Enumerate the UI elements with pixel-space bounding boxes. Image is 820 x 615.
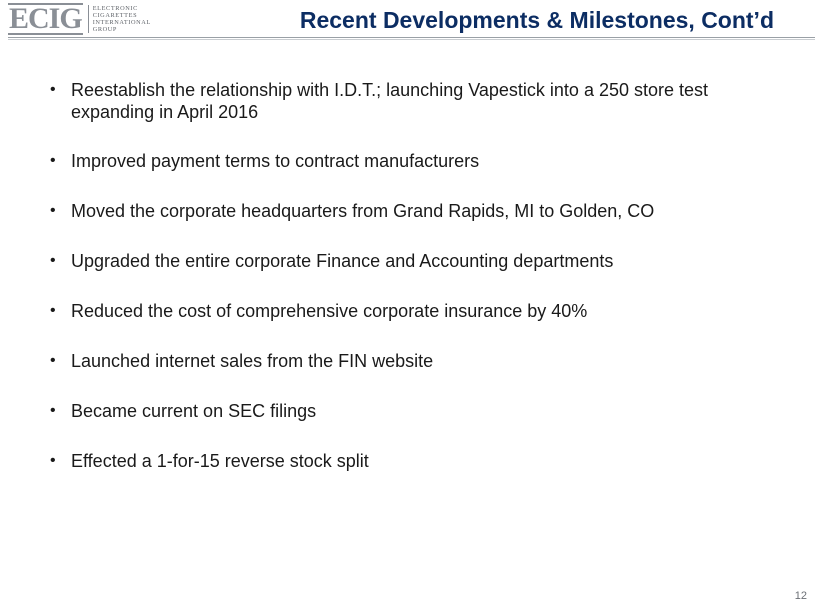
bullet-item (50, 450, 790, 472)
bullet-icon: • (50, 352, 56, 369)
bullet-item (50, 250, 790, 272)
logo-mark: ECIG (9, 2, 82, 35)
page-number: 12 (794, 590, 807, 602)
bullet-text: Launched internet sales from the FIN website (71, 351, 434, 371)
bullet-icon: • (50, 202, 56, 219)
slide-title: Recent Developments & Milestones, Cont’d (299, 7, 774, 33)
bullet-item (50, 350, 790, 372)
logo-line-3: INTERNATIONAL (92, 19, 151, 26)
bullet-text: Effected a 1-for-15 reverse stock split (71, 451, 369, 471)
bullet-item (50, 150, 790, 172)
logo-line-2: CIGARETTES (92, 11, 138, 19)
bullet-text: Reestablish the relationship with I.D.T.; launching Vapestick into a 250 store test expanding in April 2016 (71, 80, 709, 122)
bullet-item (50, 200, 790, 222)
slide-header (0, 0, 820, 40)
bullet-text: Improved payment terms to contract manufacturers (71, 151, 480, 171)
bullet-text: Upgraded the entire corporate Finance and Accounting departments (71, 251, 614, 271)
bullet-list (50, 79, 790, 500)
logo-wordmark (93, 5, 151, 34)
bullet-item (50, 400, 790, 422)
bullet-icon: • (50, 81, 56, 98)
header-rule (8, 37, 815, 38)
bullet-icon: • (50, 402, 56, 419)
bullet-icon: • (50, 302, 56, 319)
bullet-icon: • (50, 152, 56, 169)
logo-line-4: GROUP (92, 26, 118, 34)
bullet-icon: • (50, 252, 56, 269)
bullet-item (50, 300, 790, 322)
logo-line-1: ELECTRONIC (92, 4, 138, 12)
ecig-logo (8, 4, 151, 34)
bullet-text: Reduced the cost of comprehensive corporate insurance by 40% (71, 301, 588, 321)
bullet-item (50, 79, 790, 123)
bullet-text: Moved the corporate headquarters from Grand Rapids, MI to Golden, CO (71, 201, 655, 221)
bullet-text: Became current on SEC filings (71, 401, 317, 421)
header-rule-secondary (8, 39, 815, 40)
bullet-icon: • (50, 452, 56, 469)
logo-divider (88, 5, 89, 33)
